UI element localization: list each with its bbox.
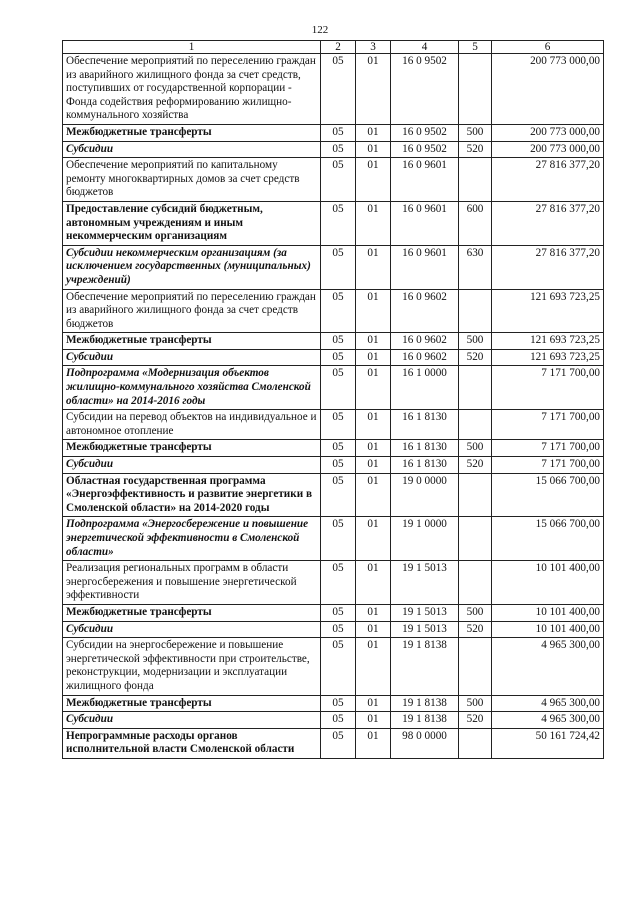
- row-subsection-cell: 01: [356, 54, 391, 125]
- row-section-cell: 05: [321, 245, 356, 289]
- row-target-article-cell: 16 1 8130: [391, 440, 459, 457]
- row-name-cell: Областная государственная программа «Энергоэффективность и развитие энергетики в Смоленской области» на 2014-2020 годы: [63, 473, 321, 517]
- row-name-cell: Субсидии: [63, 621, 321, 638]
- column-header-4: 4: [391, 41, 459, 54]
- row-subsection-cell: 01: [356, 245, 391, 289]
- row-section-cell: 05: [321, 289, 356, 333]
- table-row: [63, 410, 604, 440]
- table-row: [63, 638, 604, 695]
- table-row: [63, 289, 604, 333]
- row-amount-cell: 200 773 000,00: [492, 141, 604, 158]
- row-name-cell: Субсидии некоммерческим организациям (за исключением государственных (муниципальных) учреждений): [63, 245, 321, 289]
- row-target-article-cell: 19 1 5013: [391, 604, 459, 621]
- row-expense-type-cell: 500: [459, 124, 492, 141]
- row-amount-cell: 121 693 723,25: [492, 349, 604, 366]
- table-row: [63, 158, 604, 202]
- table-row: [63, 621, 604, 638]
- row-expense-type-cell: 520: [459, 349, 492, 366]
- row-target-article-cell: 16 0 9502: [391, 141, 459, 158]
- row-target-article-cell: 19 1 8138: [391, 695, 459, 712]
- row-name-cell: Обеспечение мероприятий по переселению граждан из аварийного жилищного фонда за счет средств, поступивших от государственной корпорации - Фонда содействия реформированию жилищно-коммунального хозяйства: [63, 54, 321, 125]
- table-row: [63, 712, 604, 729]
- row-subsection-cell: 01: [356, 695, 391, 712]
- row-target-article-cell: 19 0 0000: [391, 473, 459, 517]
- table-row: [63, 245, 604, 289]
- row-subsection-cell: 01: [356, 638, 391, 695]
- row-target-article-cell: 98 0 0000: [391, 728, 459, 758]
- table-row: [63, 695, 604, 712]
- row-target-article-cell: 16 0 9601: [391, 158, 459, 202]
- row-subsection-cell: 01: [356, 366, 391, 410]
- row-name-cell: Реализация региональных программ в области энергосбережения и повышение энергетической эффективности: [63, 561, 321, 605]
- row-subsection-cell: 01: [356, 561, 391, 605]
- row-subsection-cell: 01: [356, 349, 391, 366]
- table-row: [63, 54, 604, 125]
- row-expense-type-cell: 500: [459, 604, 492, 621]
- table-row: [63, 141, 604, 158]
- column-header-3: 3: [356, 41, 391, 54]
- row-expense-type-cell: 630: [459, 245, 492, 289]
- row-name-cell: Подпрограмма «Модернизация объектов жилищно-коммунального хозяйства Смоленской области» на 2014-2016 годы: [63, 366, 321, 410]
- row-section-cell: 05: [321, 604, 356, 621]
- row-amount-cell: 200 773 000,00: [492, 54, 604, 125]
- table-row: [63, 349, 604, 366]
- row-expense-type-cell: 500: [459, 695, 492, 712]
- row-amount-cell: 27 816 377,20: [492, 158, 604, 202]
- row-section-cell: 05: [321, 728, 356, 758]
- row-amount-cell: 50 161 724,42: [492, 728, 604, 758]
- row-expense-type-cell: 520: [459, 712, 492, 729]
- row-section-cell: 05: [321, 54, 356, 125]
- row-amount-cell: 7 171 700,00: [492, 457, 604, 474]
- row-name-cell: Межбюджетные трансферты: [63, 440, 321, 457]
- row-subsection-cell: 01: [356, 410, 391, 440]
- row-amount-cell: 27 816 377,20: [492, 245, 604, 289]
- row-name-cell: Субсидии: [63, 712, 321, 729]
- row-name-cell: Межбюджетные трансферты: [63, 333, 321, 350]
- row-expense-type-cell: [459, 54, 492, 125]
- row-target-article-cell: 16 1 8130: [391, 410, 459, 440]
- row-expense-type-cell: [459, 728, 492, 758]
- row-name-cell: Межбюджетные трансферты: [63, 604, 321, 621]
- row-section-cell: 05: [321, 517, 356, 561]
- row-section-cell: 05: [321, 124, 356, 141]
- row-target-article-cell: 16 0 9602: [391, 349, 459, 366]
- row-expense-type-cell: [459, 366, 492, 410]
- row-section-cell: 05: [321, 158, 356, 202]
- row-expense-type-cell: [459, 410, 492, 440]
- row-subsection-cell: 01: [356, 473, 391, 517]
- row-subsection-cell: 01: [356, 457, 391, 474]
- row-section-cell: 05: [321, 695, 356, 712]
- row-amount-cell: 200 773 000,00: [492, 124, 604, 141]
- row-expense-type-cell: [459, 517, 492, 561]
- table-row: [63, 561, 604, 605]
- row-subsection-cell: 01: [356, 440, 391, 457]
- row-name-cell: Межбюджетные трансферты: [63, 124, 321, 141]
- table-row: [63, 728, 604, 758]
- table-row: [63, 124, 604, 141]
- row-amount-cell: 15 066 700,00: [492, 517, 604, 561]
- row-name-cell: Межбюджетные трансферты: [63, 695, 321, 712]
- row-target-article-cell: 19 1 8138: [391, 638, 459, 695]
- row-amount-cell: 4 965 300,00: [492, 712, 604, 729]
- page-number: 122: [311, 24, 329, 36]
- row-expense-type-cell: 600: [459, 201, 492, 245]
- column-header-5: 5: [459, 41, 492, 54]
- row-name-cell: Предоставление субсидий бюджетным, автономным учреждениям и иным некоммерческим организациям: [63, 201, 321, 245]
- table-body: [63, 54, 604, 759]
- row-amount-cell: 27 816 377,20: [492, 201, 604, 245]
- row-expense-type-cell: 500: [459, 440, 492, 457]
- row-subsection-cell: 01: [356, 141, 391, 158]
- row-section-cell: 05: [321, 440, 356, 457]
- table-header-row: [63, 41, 604, 54]
- row-subsection-cell: 01: [356, 333, 391, 350]
- row-amount-cell: 4 965 300,00: [492, 695, 604, 712]
- row-section-cell: 05: [321, 473, 356, 517]
- row-name-cell: Субсидии: [63, 457, 321, 474]
- row-expense-type-cell: [459, 158, 492, 202]
- row-section-cell: 05: [321, 621, 356, 638]
- row-section-cell: 05: [321, 561, 356, 605]
- row-section-cell: 05: [321, 638, 356, 695]
- row-expense-type-cell: [459, 561, 492, 605]
- row-section-cell: 05: [321, 201, 356, 245]
- row-subsection-cell: 01: [356, 712, 391, 729]
- row-section-cell: 05: [321, 333, 356, 350]
- row-section-cell: 05: [321, 366, 356, 410]
- row-name-cell: Подпрограмма «Энергосбережение и повышение энергетической эффективности в Смоленской области»: [63, 517, 321, 561]
- row-amount-cell: 7 171 700,00: [492, 366, 604, 410]
- row-section-cell: 05: [321, 410, 356, 440]
- column-header-2: 2: [321, 41, 356, 54]
- table-row: [63, 366, 604, 410]
- table-row: [63, 517, 604, 561]
- row-subsection-cell: 01: [356, 728, 391, 758]
- table-row: [63, 457, 604, 474]
- row-target-article-cell: 19 1 5013: [391, 621, 459, 638]
- column-header-1: 1: [63, 41, 321, 54]
- row-target-article-cell: 19 1 5013: [391, 561, 459, 605]
- row-name-cell: Обеспечение мероприятий по переселению граждан из аварийного жилищного фонда за счет средств бюджетов: [63, 289, 321, 333]
- table-row: [63, 604, 604, 621]
- row-section-cell: 05: [321, 712, 356, 729]
- row-name-cell: Субсидии: [63, 349, 321, 366]
- row-subsection-cell: 01: [356, 517, 391, 561]
- row-subsection-cell: 01: [356, 201, 391, 245]
- table-row: [63, 333, 604, 350]
- row-target-article-cell: 16 0 9502: [391, 124, 459, 141]
- row-amount-cell: 10 101 400,00: [492, 604, 604, 621]
- row-section-cell: 05: [321, 457, 356, 474]
- row-section-cell: 05: [321, 141, 356, 158]
- table-row: [63, 201, 604, 245]
- row-name-cell: Субсидии на энергосбережение и повышение энергетической эффективности при строительстве, реконструкции, модернизации и эксплуатации жилищного фонда: [63, 638, 321, 695]
- row-name-cell: Обеспечение мероприятий по капитальному ремонту многоквартирных домов за счет средств бюджетов: [63, 158, 321, 202]
- row-subsection-cell: 01: [356, 124, 391, 141]
- row-target-article-cell: 16 1 8130: [391, 457, 459, 474]
- row-name-cell: Непрограммные расходы органов исполнительной власти Смоленской области: [63, 728, 321, 758]
- row-amount-cell: 121 693 723,25: [492, 289, 604, 333]
- row-expense-type-cell: 520: [459, 621, 492, 638]
- row-target-article-cell: 16 0 9601: [391, 201, 459, 245]
- row-expense-type-cell: [459, 289, 492, 333]
- row-target-article-cell: 19 1 0000: [391, 517, 459, 561]
- row-name-cell: Субсидии: [63, 141, 321, 158]
- row-subsection-cell: 01: [356, 158, 391, 202]
- row-target-article-cell: 16 0 9602: [391, 333, 459, 350]
- row-target-article-cell: 16 0 9601: [391, 245, 459, 289]
- row-expense-type-cell: [459, 473, 492, 517]
- row-amount-cell: 10 101 400,00: [492, 621, 604, 638]
- row-subsection-cell: 01: [356, 621, 391, 638]
- row-amount-cell: 4 965 300,00: [492, 638, 604, 695]
- budget-table: [62, 40, 604, 759]
- row-subsection-cell: 01: [356, 604, 391, 621]
- row-expense-type-cell: 520: [459, 141, 492, 158]
- row-amount-cell: 7 171 700,00: [492, 440, 604, 457]
- row-expense-type-cell: 500: [459, 333, 492, 350]
- table-row: [63, 440, 604, 457]
- row-amount-cell: 15 066 700,00: [492, 473, 604, 517]
- column-header-6: 6: [492, 41, 604, 54]
- row-expense-type-cell: [459, 638, 492, 695]
- row-name-cell: Субсидии на перевод объектов на индивидуальное и автономное отопление: [63, 410, 321, 440]
- row-subsection-cell: 01: [356, 289, 391, 333]
- row-target-article-cell: 16 0 9502: [391, 54, 459, 125]
- row-section-cell: 05: [321, 349, 356, 366]
- row-target-article-cell: 16 0 9602: [391, 289, 459, 333]
- row-amount-cell: 121 693 723,25: [492, 333, 604, 350]
- row-amount-cell: 10 101 400,00: [492, 561, 604, 605]
- row-target-article-cell: 16 1 0000: [391, 366, 459, 410]
- row-amount-cell: 7 171 700,00: [492, 410, 604, 440]
- row-expense-type-cell: 520: [459, 457, 492, 474]
- table-row: [63, 473, 604, 517]
- row-target-article-cell: 19 1 8138: [391, 712, 459, 729]
